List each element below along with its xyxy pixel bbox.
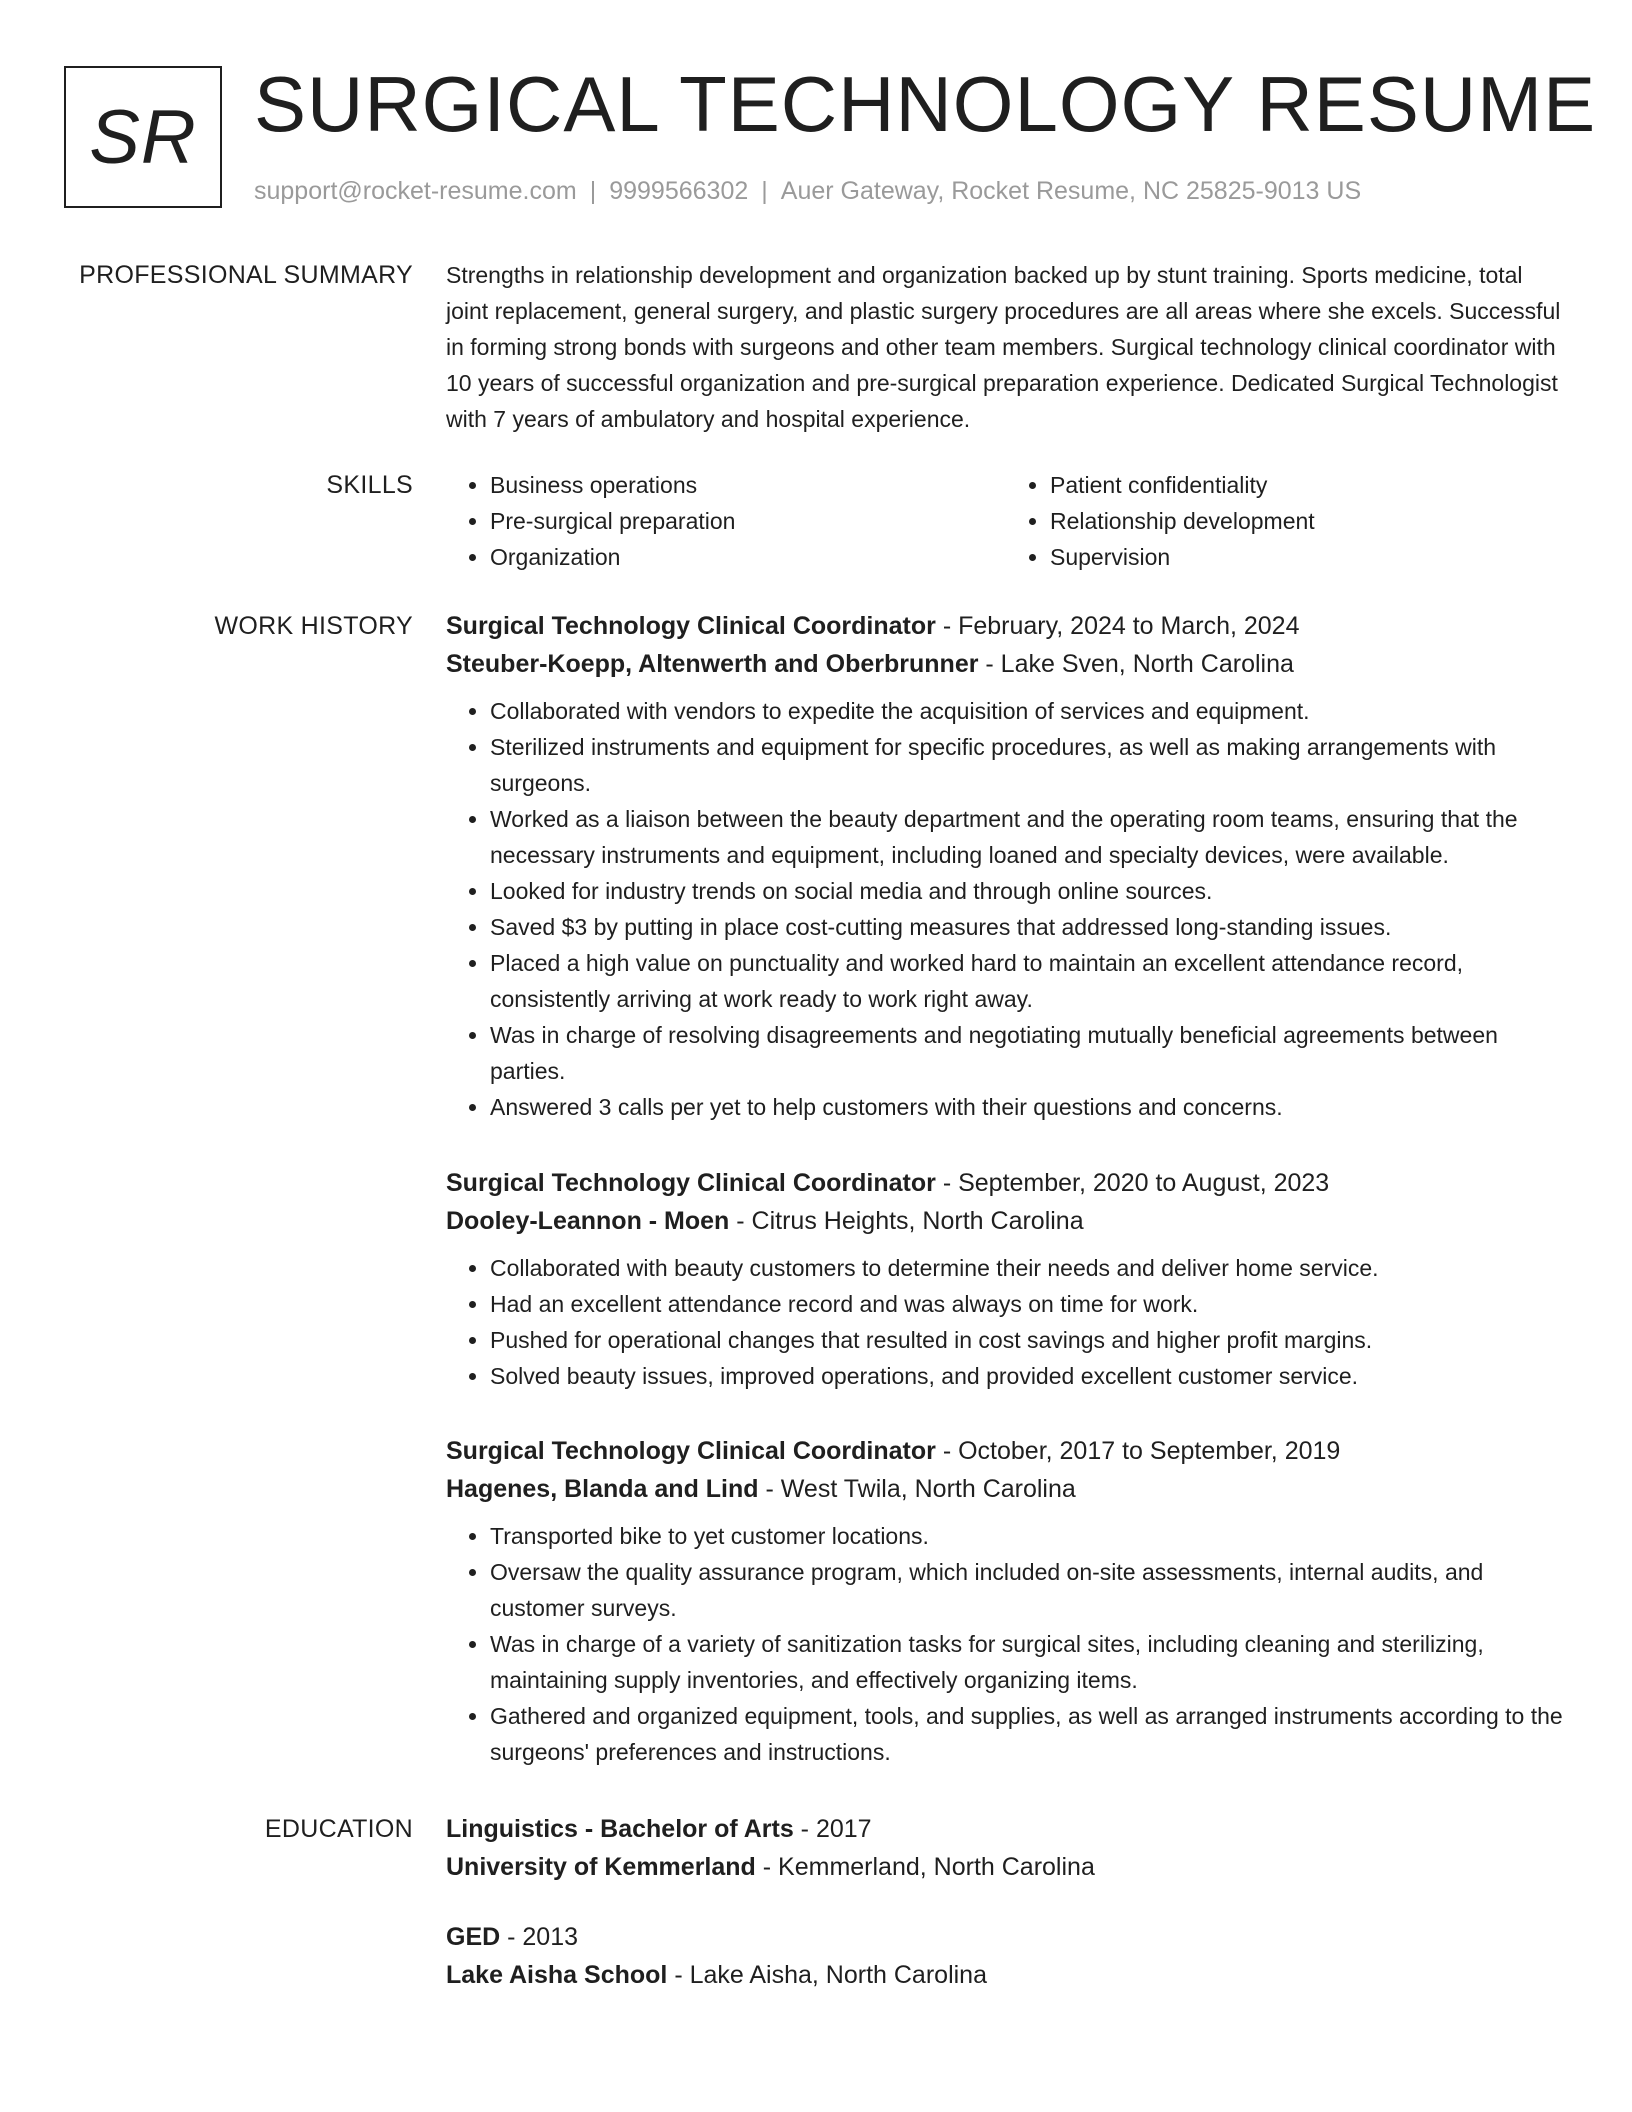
skills-list-left — [446, 467, 1006, 575]
education-entry-2 — [446, 1918, 1566, 1994]
edu-year: - 2017 — [793, 1815, 872, 1843]
job-bullets — [446, 1518, 1566, 1770]
job-company-line — [446, 645, 1566, 683]
job-location: - Citrus Heights, North Carolina — [729, 1207, 1084, 1235]
job-title-line — [446, 1164, 1566, 1202]
skill-item: • Patient confidentiality — [1050, 467, 1566, 503]
job-company-line — [446, 1470, 1566, 1508]
section-label-summary: PROFESSIONAL SUMMARY — [79, 261, 413, 289]
job-bullet: • Solved beauty issues, improved operations, and provided excellent customer service. — [490, 1358, 1566, 1394]
summary-block — [446, 257, 1566, 437]
contact-separator: | — [589, 177, 597, 205]
job-bullet: • Collaborated with beauty customers to determine their needs and deliver home service. — [490, 1250, 1566, 1286]
section-label-work: WORK HISTORY — [214, 612, 413, 640]
edu-school-line — [446, 1848, 1566, 1886]
edu-school: Lake Aisha School — [446, 1961, 668, 1989]
edu-degree: GED — [446, 1923, 501, 1951]
job-dates: - October, 2017 to September, 2019 — [935, 1437, 1341, 1465]
job-bullet: • Was in charge of resolving disagreements and negotiating mutually beneficial agreements between parties. — [490, 1017, 1566, 1089]
job-bullets — [446, 1250, 1566, 1394]
contact-phone: 9999566302 — [609, 177, 749, 205]
job-bullet: • Worked as a liaison between the beauty department and the operating room teams, ensuring that the necessary instruments and equipment, including loaned and specialty devices, were available. — [490, 801, 1566, 873]
job-company: Dooley-Leannon - Moen — [446, 1207, 730, 1235]
job-bullet: • Sterilized instruments and equipment for specific procedures, as well as making arrangements with surgeons. — [490, 729, 1566, 801]
job-bullet: • Gathered and organized equipment, tools, and supplies, as well as arranged instruments according to the surgeons' preferences and instructions. — [490, 1698, 1566, 1770]
job-bullet: • Placed a high value on punctuality and worked hard to maintain an excellent attendance record, consistently arriving at work ready to work right away. — [490, 945, 1566, 1017]
contact-line — [254, 174, 1361, 208]
skill-item: • Organization — [490, 539, 1006, 575]
job-bullets — [446, 693, 1566, 1125]
job-title-line — [446, 607, 1566, 645]
contact-email: support@rocket-resume.com — [254, 177, 577, 205]
job-company: Steuber-Koepp, Altenwerth and Oberbrunner — [446, 650, 979, 678]
job-bullet: • Saved $3 by putting in place cost-cutting measures that addressed long-standing issues. — [490, 909, 1566, 945]
job-location: - West Twila, North Carolina — [758, 1475, 1076, 1503]
edu-degree-line — [446, 1918, 1566, 1956]
edu-degree: Linguistics - Bachelor of Arts — [446, 1815, 794, 1843]
job-dates: - February, 2024 to March, 2024 — [935, 612, 1300, 640]
job-bullet: • Looked for industry trends on social media and through online sources. — [490, 873, 1566, 909]
section-label-education: EDUCATION — [264, 1815, 413, 1843]
contact-address: Auer Gateway, Rocket Resume, NC 25825-9013 US — [780, 177, 1362, 205]
resume-title: SURGICAL TECHNOLOGY RESUME — [254, 60, 1597, 148]
job-bullet: • Oversaw the quality assurance program, which included on-site assessments, internal audits, and customer surveys. — [490, 1554, 1566, 1626]
monogram-logo: SR — [64, 66, 222, 208]
job-entry-1 — [446, 607, 1566, 1125]
job-entry-2 — [446, 1164, 1566, 1394]
edu-location: - Lake Aisha, North Carolina — [667, 1961, 987, 1989]
job-title: Surgical Technology Clinical Coordinator — [446, 1169, 936, 1197]
job-bullet: • Had an excellent attendance record and was always on time for work. — [490, 1286, 1566, 1322]
job-bullet: • Was in charge of a variety of sanitization tasks for surgical sites, including cleaning and sterilizing, maintaining supply inventories, and effectively organizing items. — [490, 1626, 1566, 1698]
skill-item: • Relationship development — [1050, 503, 1566, 539]
edu-degree-line — [446, 1810, 1566, 1848]
job-title: Surgical Technology Clinical Coordinator — [446, 1437, 936, 1465]
edu-location: - Kemmerland, North Carolina — [755, 1853, 1095, 1881]
job-company-line — [446, 1202, 1566, 1240]
job-title: Surgical Technology Clinical Coordinator — [446, 612, 936, 640]
skill-item: • Pre-surgical preparation — [490, 503, 1006, 539]
skills-block — [446, 467, 1566, 575]
job-location: - Lake Sven, North Carolina — [978, 650, 1294, 678]
edu-year: - 2013 — [500, 1923, 579, 1951]
education-entry-1 — [446, 1810, 1566, 1886]
job-company: Hagenes, Blanda and Lind — [446, 1475, 759, 1503]
job-dates: - September, 2020 to August, 2023 — [935, 1169, 1330, 1197]
edu-school-line — [446, 1956, 1566, 1994]
job-bullet: • Collaborated with vendors to expedite the acquisition of services and equipment. — [490, 693, 1566, 729]
edu-school: University of Kemmerland — [446, 1853, 756, 1881]
job-bullet: • Pushed for operational changes that resulted in cost savings and higher profit margins. — [490, 1322, 1566, 1358]
job-bullet: • Answered 3 calls per yet to help customers with their questions and concerns. — [490, 1089, 1566, 1125]
job-title-line — [446, 1432, 1566, 1470]
skill-item: • Business operations — [490, 467, 1006, 503]
section-label-skills: SKILLS — [326, 471, 413, 499]
job-entry-3 — [446, 1432, 1566, 1770]
skills-list-right — [1006, 467, 1566, 575]
job-bullet: • Transported bike to yet customer locations. — [490, 1518, 1566, 1554]
skill-item: • Supervision — [1050, 539, 1566, 575]
contact-separator: | — [761, 177, 768, 205]
summary-text: Strengths in relationship development and organization backed up by stunt training. Sports medicine, total joint replacement, general surgery, and plastic surgery procedures are all areas where she excels. Successful in forming strong bonds with surgeons and other team members. Surgical technology clinical coordinator with 10 years of successful organization and pre-surgical preparation experience. Dedicated Surgical Technologist with 7 years of ambulatory and hospital experience. — [446, 262, 1561, 432]
